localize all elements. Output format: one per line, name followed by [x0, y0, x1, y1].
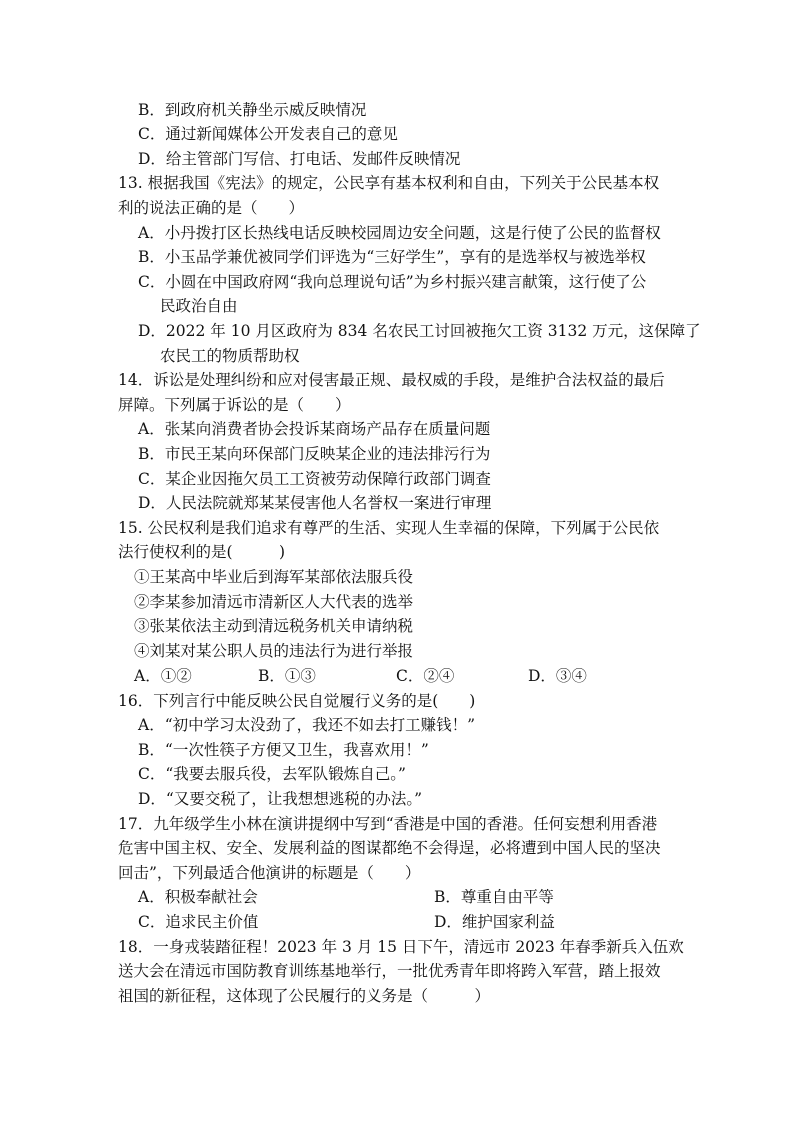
q13-option-c-line1: C．小圆在中国政府网“我向总理说句话”为乡村振兴建言献策，这行使了公 — [138, 273, 647, 291]
q18-stem-line1: 18．一身戎装踏征程！2023 年 3 月 15 日下午，清远市 2023 年春季新兵入伍欢 — [118, 938, 684, 956]
q15-option-c: C．②④ — [396, 667, 455, 685]
q15-stem-line2: 法行使权利的是( ) — [118, 543, 286, 561]
q13-option-a: A．小丹拨打区长热线电话反映校园周边安全问题，这是行使了公民的监督权 — [138, 224, 661, 242]
q17-stem-line1: 17．九年级学生小林在演讲提纲中写到“香港是中国的香港。任何妄想利用香港 — [118, 815, 658, 833]
q15-stem-line1: 15. 公民权利是我们追求有尊严的生活、实现人生幸福的保障，下列属于公民依 — [118, 519, 660, 537]
q17-option-a: A．积极奉献社会 — [138, 888, 258, 906]
q16-option-b: B．“一次性筷子方便又卫生，我喜欢用！” — [138, 741, 429, 759]
q14-option-a: A．张某向消费者协会投诉某商场产品存在质量问题 — [138, 420, 491, 438]
q14-stem-line1: 14．诉讼是处理纠纷和应对侵害最正规、最权威的手段，是维护合法权益的最后 — [118, 371, 665, 389]
q18-stem-line3: 祖国的新征程，这体现了公民履行的义务是（ ） — [118, 987, 491, 1005]
q13-option-d-line1: D．2022 年 10 月区政府为 834 名农民工讨回被拖欠工资 3132 万元，这保障了 — [138, 322, 701, 340]
q17-option-d: D．维护国家利益 — [434, 913, 555, 931]
q13-option-d-line2: 农民工的物质帮助权 — [160, 347, 300, 365]
q14-option-d: D．人民法院就郑某某侵害他人名誉权一案进行审理 — [138, 494, 492, 512]
q12-option-b: B．到政府机关静坐示威反映情况 — [138, 101, 367, 119]
q15-item-2: ②李某参加清远市清新区人大代表的选举 — [134, 593, 414, 611]
q17-stem-line2: 危害中国主权、安全、发展利益的图谋都绝不会得逞，必将遭到中国人民的坚决 — [118, 839, 661, 857]
q15-option-a: A．①② — [134, 667, 192, 685]
q13-stem-line2: 利的说法正确的是（ ） — [118, 199, 305, 217]
q13-option-c-line2: 民政治自由 — [160, 297, 238, 315]
q17-option-b: B．尊重自由平等 — [434, 888, 554, 906]
q12-option-d: D．给主管部门写信、打电话、发邮件反映情况 — [138, 150, 461, 168]
q14-option-c: C．某企业因拖欠员工工资被劳动保障行政部门调查 — [138, 470, 491, 488]
q16-option-a: A．“初中学习太没劲了，我还不如去打工赚钱！” — [138, 716, 476, 734]
q12-option-c: C．通过新闻媒体公开发表自己的意见 — [138, 125, 398, 143]
q16-stem: 16．下列言行中能反映公民自觉履行义务的是( ) — [118, 692, 476, 710]
q16-option-c: C．“我要去服兵役，去军队锻炼自己。” — [138, 765, 406, 783]
q16-option-d: D．“又要交税了，让我想想逃税的办法。” — [138, 790, 423, 808]
q13-stem-line1: 13. 根据我国《宪法》的规定，公民享有基本权利和自由，下列关于公民基本权 — [118, 174, 660, 192]
q15-item-3: ③张某依法主动到清远税务机关申请纳税 — [134, 617, 414, 635]
q15-option-d: D．③④ — [528, 667, 587, 685]
q17-stem-line3: 回击”，下列最适合他演讲的标题是（ ） — [118, 864, 421, 882]
q14-stem-line2: 屏障。下列属于诉讼的是（ ） — [118, 396, 351, 414]
q14-option-b: B．市民王某向环保部门反映某企业的违法排污行为 — [138, 445, 491, 463]
q18-stem-line2: 送大会在清远市国防教育训练基地举行，一批优秀青年即将跨入军营，踏上报效 — [118, 962, 661, 980]
q15-item-4: ④刘某对某公职人员的违法行为进行举报 — [134, 642, 414, 660]
q13-option-b: B．小玉品学兼优被同学们评选为“三好学生”，享有的是选举权与被选举权 — [138, 248, 646, 266]
q15-option-b: B．①③ — [258, 667, 316, 685]
q17-option-c: C．追求民主价值 — [138, 913, 259, 931]
q15-item-1: ①王某高中毕业后到海军某部依法服兵役 — [134, 568, 414, 586]
